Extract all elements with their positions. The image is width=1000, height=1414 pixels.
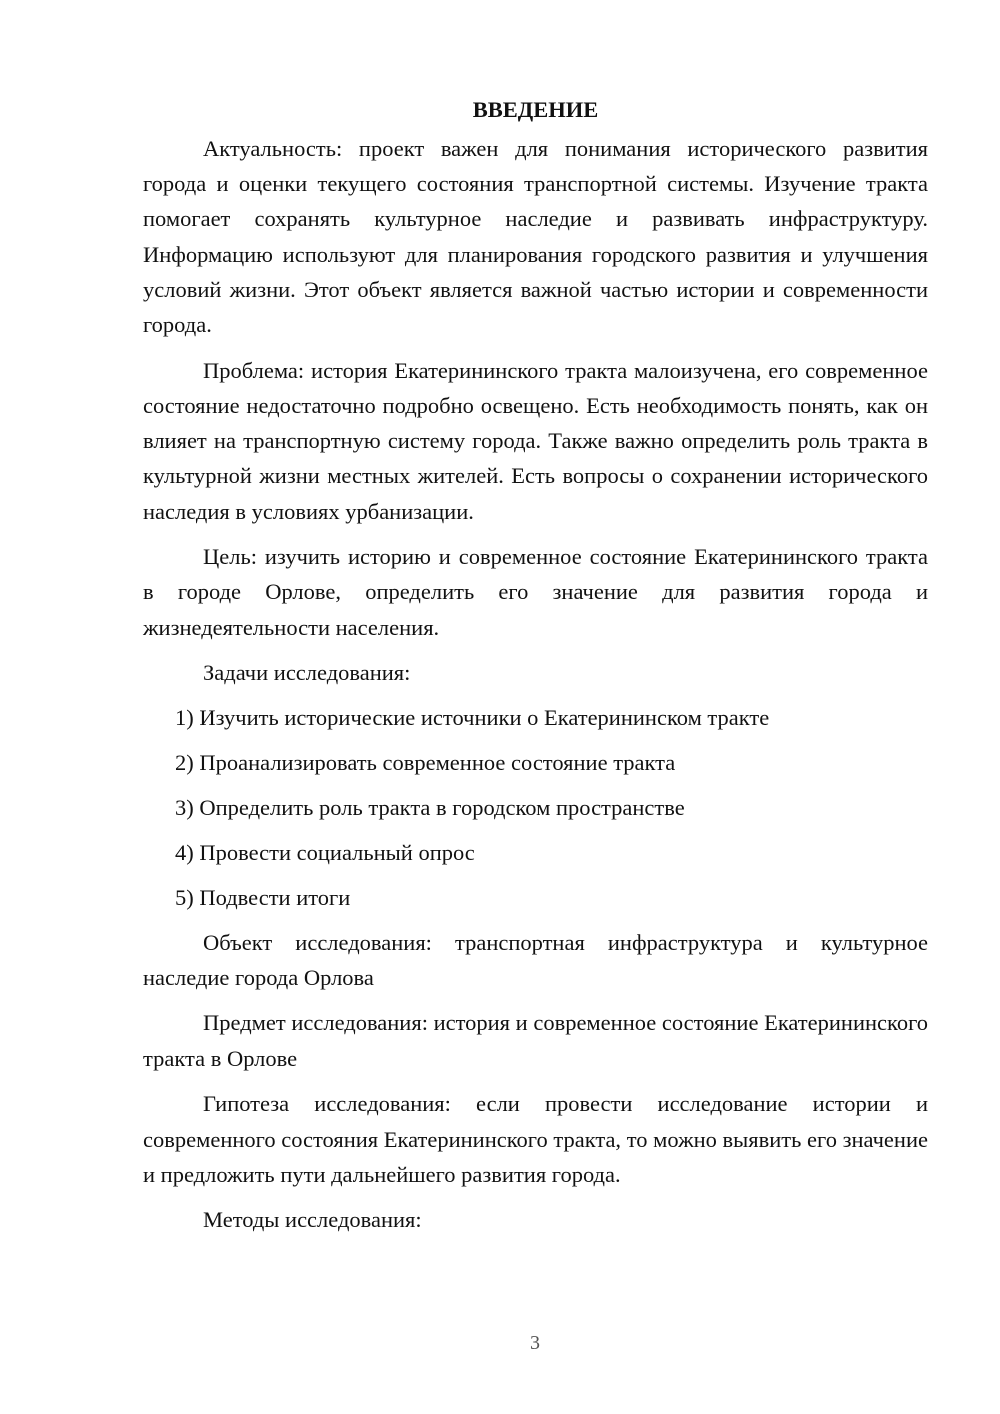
methods-heading: Методы исследования: xyxy=(203,1207,422,1233)
task-item: 5) Подвести итоги xyxy=(175,884,351,910)
paragraph-hypothesis: Гипотеза исследования: если провести исследование истории и современного состояния Екатерининского тракта, то можно выявить его значение и предложить пути дальнейшего развития города. xyxy=(143,1091,928,1187)
paragraph-relevance: Актуальность: проект важен для понимания исторического развития города и оценки текущего состояния транспортной системы. Изучение тракта помогает сохранять культурное наследие и развивать инфраструктуру. Информацию используют для планирования городского развития и улучшения условий жизни. Этот объект является важной частью истории и современности города. xyxy=(143,136,928,338)
paragraph-subject: Предмет исследования: история и современное состояние Екатерининского тракта в Орлове xyxy=(143,1010,928,1071)
tasks-heading: Задачи исследования: xyxy=(203,660,411,686)
section-title: ВВЕДЕНИЕ xyxy=(472,97,599,122)
task-item: 4) Провести социальный опрос xyxy=(175,839,475,865)
page-number: 3 xyxy=(530,1332,540,1354)
task-item: 1) Изучить исторические источники о Екатерининском тракте xyxy=(175,704,770,730)
paragraph-goal: Цель: изучить историю и современное состояние Екатерининского тракта в городе Орлове, определить его значение для развития города и жизнедеятельности населения. xyxy=(143,544,928,640)
paragraph-object: Объект исследования: транспортная инфраструктура и культурное наследие города Орлова xyxy=(143,929,928,990)
paragraph-problem: Проблема: история Екатерининского тракта малоизучена, его современное состояние недостаточно подробно освещено. Есть необходимость понять, как он влияет на транспортную систему города. Также важно определить роль тракта в культурной жизни местных жителей. Есть вопросы о сохранении исторического наследия в условиях урбанизации. xyxy=(143,357,928,524)
page-content xyxy=(143,92,928,1248)
task-item: 3) Определить роль тракта в городском пространстве xyxy=(175,794,685,820)
task-item: 2) Проанализировать современное состояние тракта xyxy=(175,749,676,775)
